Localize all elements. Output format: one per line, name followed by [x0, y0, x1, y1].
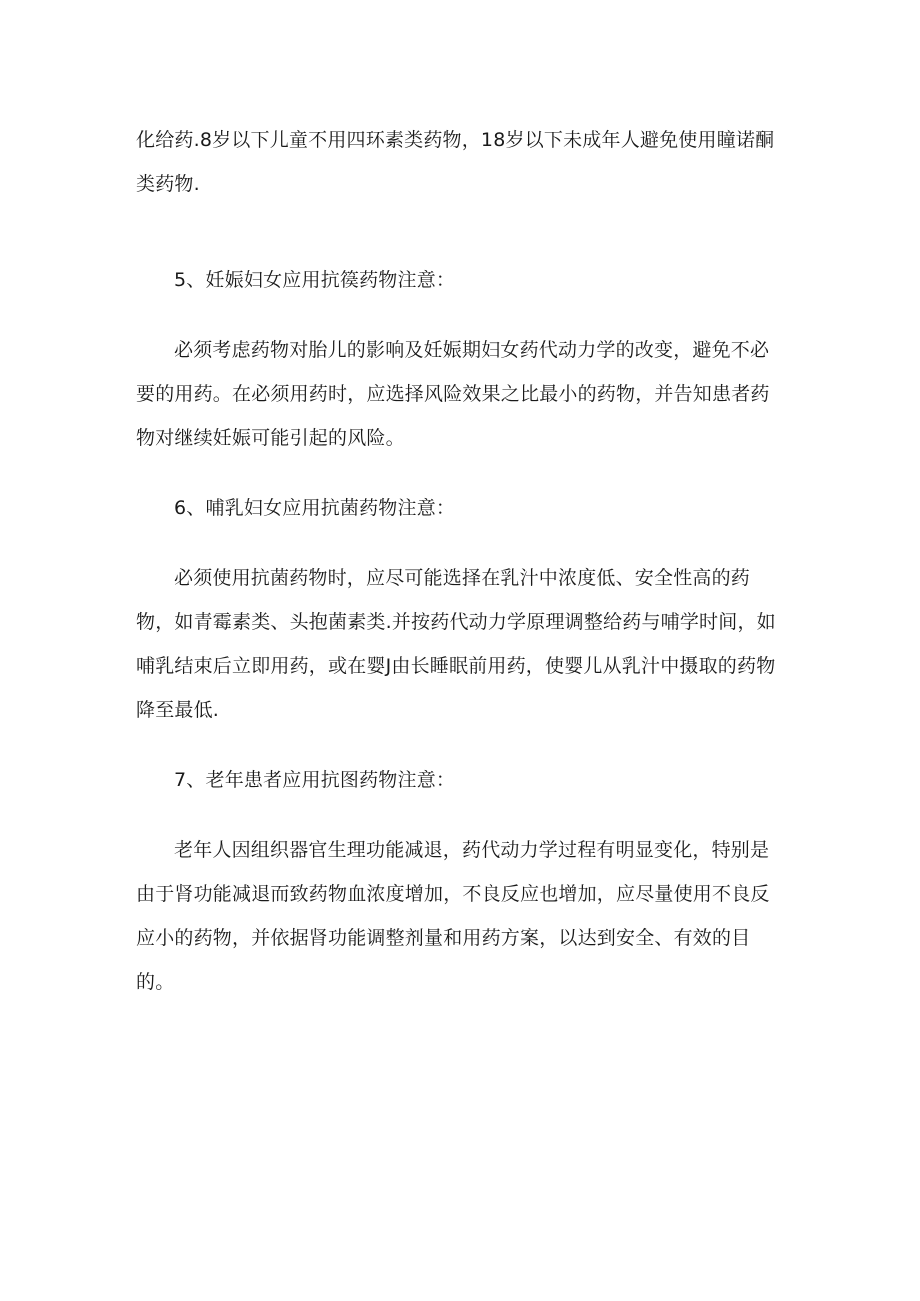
document-body — [136, 118, 784, 1004]
section-paragraph-7: 老年人因组织器官生理功能减退，药代动力学过程有明显变化，特别是由于肾功能减退而致药物血浓度增加，不良反应也增加，应尽量使用不良反应小的药物，并依据肾功能调整剂量和用药方案，以达到安全、有效的目的。 — [136, 839, 770, 993]
section-heading-5: 5、妊娠妇女应用抗篌药物注意： — [174, 269, 456, 291]
section-paragraph-6: 必须使用抗菌药物时，应尽可能选择在乳汁中浓度低、安全性高的药物，如青霉素类、头抱菌素类.并按药代动力学原理调整给药与哺学时间，如哺乳结束后立即用药，或在婴J由长睡眠前用药，使婴儿从乳汁中摄取的药物降至最低. — [136, 567, 776, 721]
section-paragraph-5: 必须考虑药物对胎儿的影响及妊娠期妇女药代动力学的改变，避免不必要的用药。在必须用药时，应选择风险效果之比最小的药物，并告知患者药物对继续妊娠可能引起的风险。 — [136, 339, 770, 449]
section-heading-6: 6、哺乳妇女应用抗菌药物注意： — [174, 497, 456, 519]
continuation-paragraph: 化给药.8岁以下儿童不用四环素类药物，18岁以下未成年人避免使用瞳诺酮类药物. — [136, 129, 775, 195]
section-heading-7: 7、老年患者应用抗图药物注意： — [174, 769, 456, 791]
